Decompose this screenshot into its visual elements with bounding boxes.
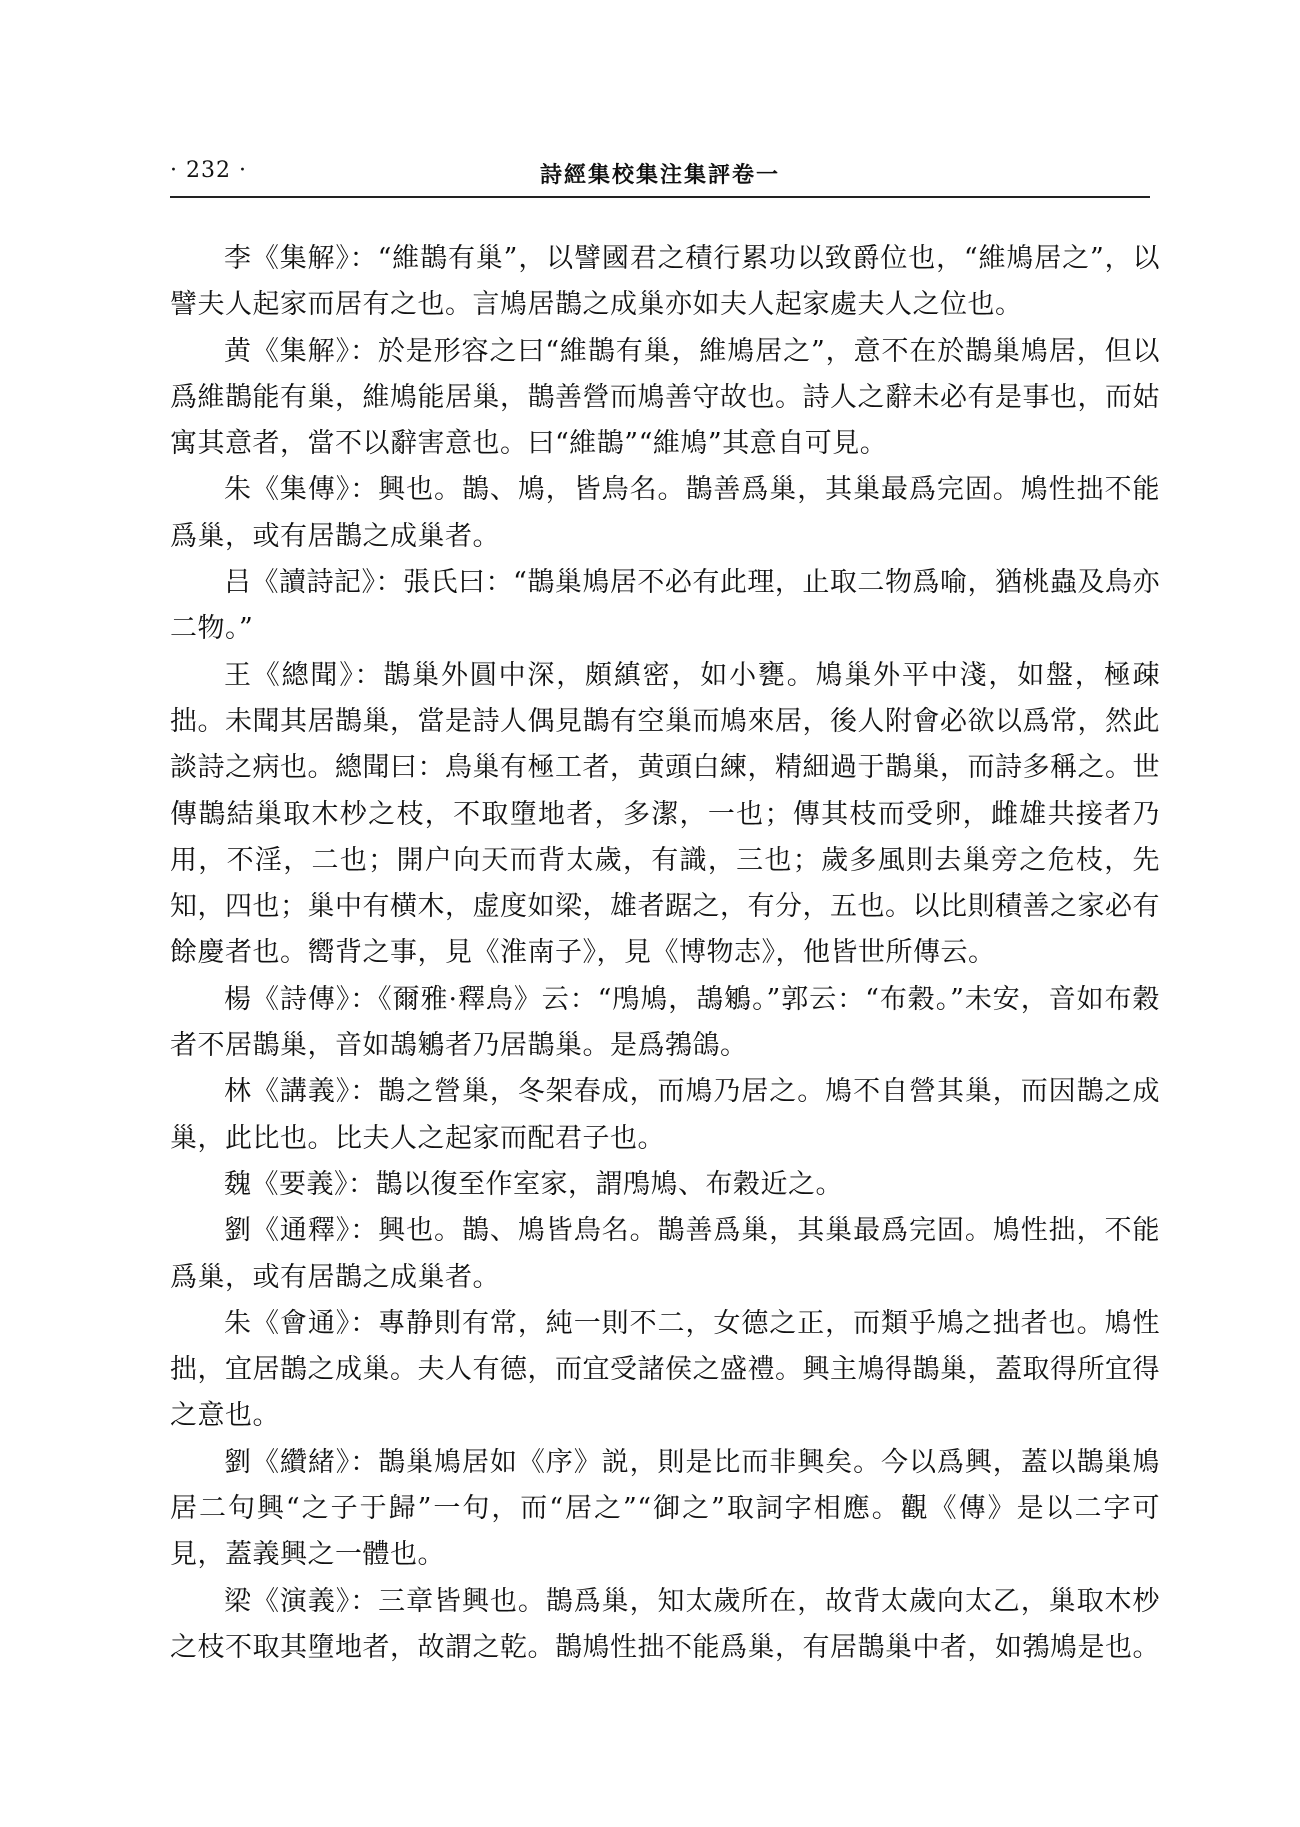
- paragraph-lin-jiangyi: 林《講義》：鵲之營巢，冬架春成，而鳩乃居之。鳩不自營其巢，而因鵲之成巢，此比也。比夫人之起家而配君子也。: [170, 1076, 1160, 1154]
- paragraph-zhu-jizhuan: 朱《集傳》：興也。鵲、鳩，皆鳥名。鵲善爲巢，其巢最爲完固。鳩性拙不能爲巢，或有居鵲之成巢者。: [170, 474, 1160, 552]
- paragraph-wang-zongwen: 王《總聞》：鵲巢外圓中深，頗縝密，如小甕。鳩巢外平中淺，如盤，極疎拙。未聞其居鵲巢，當是詩人偶見鵲有空巢而鳩來居，後人附會必欲以爲常，然此談詩之病也。總聞曰：鳥巢有極工者，黄頭白練，精細過于鵲巢，而詩多稱之。世傳鵲結巢取木杪之枝，不取墮地者，多潔，一也；傳其枝而受卵，雌雄共接者乃用，不淫，二也；開户向天而背太歲，有識，三也；歲多風則去巢旁之危枝，先知，四也；巢中有横木，虚度如梁，雄者踞之，有分，五也。以比則積善之家必有餘慶者也。嚮背之事，見《淮南子》，見《博物志》，他皆世所傳云。: [170, 659, 1160, 969]
- page-number: · 232 ·: [170, 158, 247, 183]
- header-rule: [170, 196, 1150, 198]
- paragraph-huang-jijie: 黄《集解》：於是形容之曰“維鵲有巢，維鳩居之”，意不在於鵲巢鳩居，但以爲維鵲能有巢，維鳩能居巢，鵲善營而鳩善守故也。詩人之辭未必有是事也，而姑寓其意者，當不以辭害意也。曰“維鵲”“維鳩”其意自可見。: [170, 335, 1160, 460]
- paragraph-wei-yaoyi: 魏《要義》：鵲以復至作室家，謂鳲鳩、布穀近之。: [224, 1168, 843, 1200]
- body-text: [170, 236, 1160, 1671]
- running-title: 詩經集校集注集評卷一: [539, 162, 780, 188]
- paragraph-lu-dushiji: 吕《讀詩記》：張氏曰：“鵲巢鳩居不必有此理，止取二物爲喻，猶桃蟲及鳥亦二物。”: [170, 567, 1160, 645]
- paragraph-li-jijie: 李《集解》：“維鵲有巢”，以譬國君之積行累功以致爵位也，“維鳩居之”，以譬夫人起家而居有之也。言鳩居鵲之成巢亦如夫人起家處夫人之位也。: [170, 243, 1160, 321]
- paragraph-liu-tongshi: 劉《通釋》：興也。鵲、鳩皆鳥名。鵲善爲巢，其巢最爲完固。鳩性拙，不能爲巢，或有居鵲之成巢者。: [170, 1215, 1160, 1293]
- paragraph-liu-zuanxu: 劉《纘緒》：鵲巢鳩居如《序》説，則是比而非興矣。今以爲興，蓋以鵲巢鳩居二句興“之子于歸”一句，而“居之”“御之”取詞字相應。觀《傳》是以二字可見，蓋義興之一體也。: [170, 1446, 1160, 1571]
- page-header: [170, 158, 1150, 198]
- paragraph-yang-shizhuan: 楊《詩傳》：《爾雅·釋鳥》云：“鳲鳩，鴶鵴。”郭云：“布穀。”未安，音如布穀者不居鵲巢，音如鴶鵴者乃居鵲巢。是爲鵓鴿。: [170, 983, 1160, 1062]
- paragraph-zhu-huitong: 朱《會通》：專静則有常，純一則不二，女德之正，而類乎鳩之拙者也。鳩性拙，宜居鵲之成巢。夫人有德，而宜受諸侯之盛禮。興主鳩得鵲巢，蓋取得所宜得之意也。: [170, 1307, 1160, 1432]
- paragraph-liang-yanyi: 梁《演義》：三章皆興也。鵲爲巢，知太歲所在，故背太歲向太乙，巢取木杪之枝不取其墮地者，故謂之乾。鵲鳩性拙不能爲巢，有居鵲巢中者，如鵓鳩是也。: [170, 1585, 1160, 1663]
